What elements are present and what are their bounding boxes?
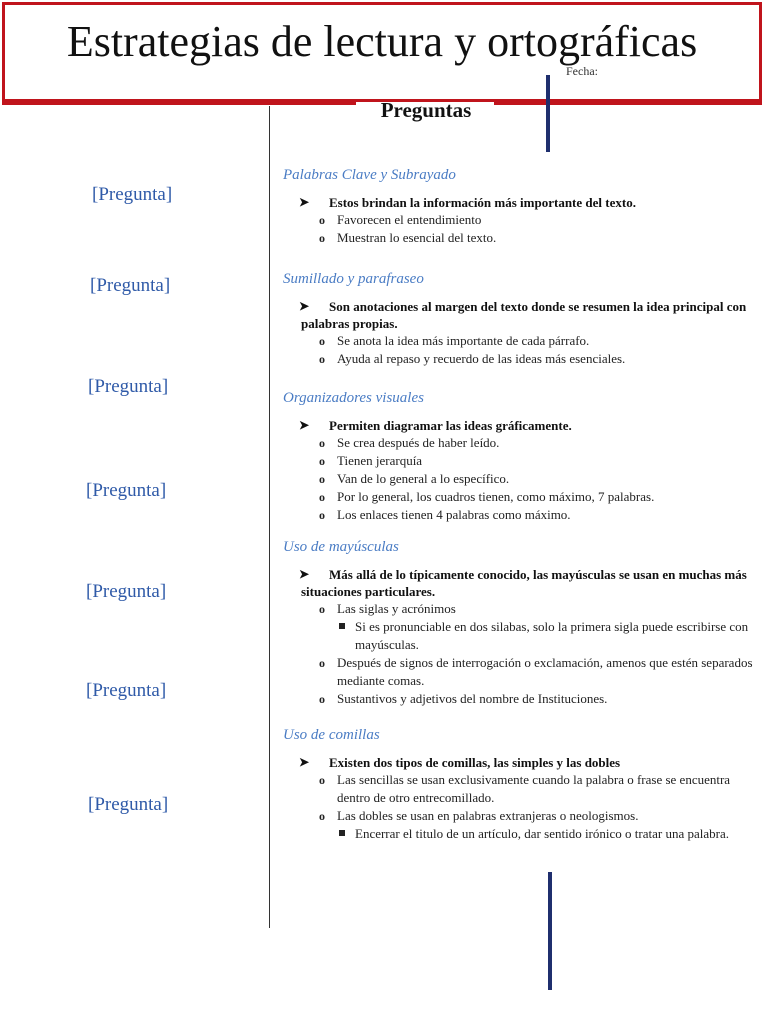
list-item-text: Muestran lo esencial del texto. [337,230,497,245]
list-item-text: Las siglas y acrónimos [337,601,456,616]
section-title: Uso de comillas [283,727,380,743]
list-item [283,434,753,452]
section-lead [283,566,753,600]
arrowhead-bullet-icon: ➤ [299,567,310,581]
list-item [283,488,753,506]
section-organizadores [283,390,753,524]
bullet-list [283,771,753,825]
list-item [283,807,753,825]
arrowhead-bullet-icon: ➤ [299,195,310,209]
section-title: Sumillado y parafraseo [283,271,424,287]
list-item [283,654,753,690]
bullet-list [283,434,753,524]
list-item [283,506,753,524]
list-item-text: Se crea después de haber leído. [337,435,500,450]
square-bullet-icon [339,830,345,836]
navy-accent-line-bottom [548,872,552,990]
bullet-list [283,332,753,368]
list-item [283,211,753,229]
o-bullet-icon: o [319,656,325,670]
section-lead [283,298,753,332]
page-title: Estrategias de lectura y ortográficas [66,17,698,66]
list-item [283,332,753,350]
list-item [283,229,753,247]
list-item-text: Por lo general, los cuadros tienen, como máximo, 7 palabras. [337,489,655,504]
list-item-text: Los enlaces tienen 4 palabras como máximo. [337,507,571,522]
o-bullet-icon: o [319,508,325,522]
question-field[interactable]: [Pregunta] [86,680,167,701]
list-item-text: Ayuda al repaso y recuerdo de las ideas más esenciales. [337,351,626,366]
list-item-text: Después de signos de interrogación o exclamación, amenos que estén separados mediante comas. [337,655,753,688]
question-field[interactable]: [Pregunta] [88,794,169,815]
o-bullet-icon: o [319,490,325,504]
sub-list-item [283,825,753,843]
section-lead-text: Más allá de lo típicamente conocido, las mayúsculas se usan en muchas más situaciones particulares. [301,567,747,599]
list-item [283,771,753,807]
navy-accent-line-top [546,75,550,152]
list-item-text: Van de lo general a lo específico. [337,471,510,486]
list-item-text: Tienen jerarquía [337,453,423,468]
sub-bullet-list [283,618,753,654]
list-item-text: Sustantivos y adjetivos del nombre de Instituciones. [337,691,608,706]
sub-list-item-text: Encerrar el titulo de un artículo, dar sentido irónico o tratar una palabra. [355,826,729,841]
list-item-text: Se anota la idea más importante de cada párrafo. [337,333,590,348]
section-lead [283,417,753,434]
arrowhead-bullet-icon: ➤ [299,299,310,313]
question-field[interactable]: [Pregunta] [88,376,169,397]
o-bullet-icon: o [319,352,325,366]
list-item [283,350,753,368]
question-field[interactable]: [Pregunta] [92,184,173,205]
arrowhead-bullet-icon: ➤ [299,418,310,432]
column-divider [269,106,270,928]
list-item-text: Las sencillas se usan exclusivamente cuando la palabra o frase se encuentra dentro de otro entrecomillado. [337,772,731,805]
question-field[interactable]: [Pregunta] [86,480,167,501]
o-bullet-icon: o [319,809,325,823]
section-lead-text: Son anotaciones al margen del texto donde se resumen la idea principal con palabras propias. [301,299,747,331]
section-lead-text: Permiten diagramar las ideas gráficamente. [329,418,572,433]
red-rule-left [2,102,356,105]
bullet-list [283,211,753,247]
date-label: Fecha: [566,64,598,78]
o-bullet-icon: o [319,231,325,245]
section-title: Organizadores visuales [283,390,424,406]
o-bullet-icon: o [319,454,325,468]
o-bullet-icon: o [319,334,325,348]
column-header: Preguntas [380,98,472,122]
o-bullet-icon: o [319,773,325,787]
section-title: Palabras Clave y Subrayado [283,167,456,183]
section-lead-text: Existen dos tipos de comillas, las simples y las dobles [329,755,621,770]
o-bullet-icon: o [319,472,325,486]
list-item [283,470,753,488]
arrowhead-bullet-icon: ➤ [299,755,310,769]
list-item-text: Favorecen el entendimiento [337,212,482,227]
section-mayusculas [283,539,753,708]
list-item [283,690,753,708]
square-bullet-icon [339,623,345,629]
section-lead [283,194,753,211]
o-bullet-icon: o [319,436,325,450]
bullet-list [283,600,753,618]
list-item [283,600,753,618]
list-item [283,452,753,470]
question-field[interactable]: [Pregunta] [86,581,167,602]
o-bullet-icon: o [319,692,325,706]
section-lead-text: Estos brindan la información más importante del texto. [329,195,636,210]
section-title: Uso de mayúsculas [283,539,399,555]
sub-list-item-text: Si es pronunciable en dos silabas, solo la primera sigla puede escribirse con mayúsculas. [355,619,749,652]
o-bullet-icon: o [319,213,325,227]
list-item-text: Las dobles se usan en palabras extranjeras o neologismos. [337,808,639,823]
question-field[interactable]: [Pregunta] [90,275,171,296]
bullet-list [283,654,753,708]
section-sumillado [283,271,753,368]
section-comillas [283,727,753,843]
sub-list-item [283,618,753,654]
section-palabras-clave [283,167,753,247]
sub-bullet-list [283,825,753,843]
section-lead [283,754,753,771]
o-bullet-icon: o [319,602,325,616]
red-rule-right [494,102,762,105]
